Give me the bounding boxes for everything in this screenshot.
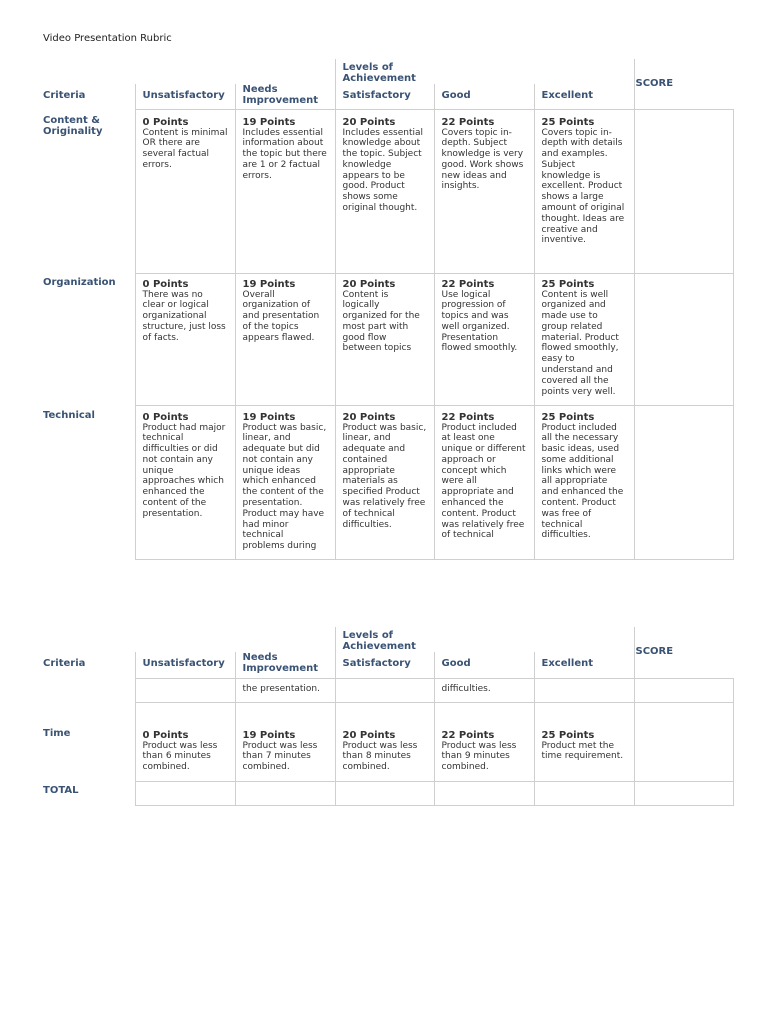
- header-excellent: Excellent: [541, 90, 594, 101]
- criteria-label: Technical: [43, 410, 95, 421]
- description-text: Content is well organized and made use to group related material. Product flowed smoothly, easy to understand and covered all the points very well.: [541, 289, 619, 397]
- header-criteria: Criteria: [43, 90, 86, 101]
- total-cell[interactable]: [434, 781, 534, 805]
- score-cell[interactable]: [634, 273, 733, 405]
- table-row: [36, 405, 733, 559]
- header-score: SCORE: [635, 646, 674, 657]
- description-text: Use logical progression of topics and was well organized. Presentation flowed smoothly.: [441, 289, 518, 354]
- description-text: Product was less than 6 minutes combined.: [142, 740, 218, 773]
- points-label: 0 Points: [142, 116, 189, 128]
- table-row: [36, 678, 733, 702]
- rubric-table-page-1: [36, 59, 734, 560]
- points-label: 25 Points: [541, 729, 595, 741]
- description-text: the presentation.: [242, 683, 320, 694]
- table-row: [36, 273, 733, 405]
- table-row: [36, 781, 733, 805]
- description-text: Product was less than 9 minutes combined.: [441, 740, 517, 773]
- points-label: 19 Points: [242, 278, 296, 290]
- criteria-label: Content & Originality: [43, 115, 103, 137]
- header-unsatisfactory: Unsatisfactory: [142, 90, 225, 101]
- description-text: Overall organization of and presentation of the topics appears flawed.: [242, 289, 320, 343]
- points-label: 19 Points: [242, 116, 296, 128]
- points-label: 22 Points: [441, 278, 495, 290]
- score-cell[interactable]: [634, 405, 733, 559]
- criteria-label: Time: [43, 728, 71, 739]
- total-cell[interactable]: [135, 781, 235, 805]
- total-cell[interactable]: [534, 781, 634, 805]
- description-text: Product was basic, linear, and adequate and contained appropriate materials as specified Product was relatively free of technical difficulties.: [342, 422, 427, 530]
- points-label: 22 Points: [441, 116, 495, 128]
- points-label: 20 Points: [342, 278, 396, 290]
- points-label: 20 Points: [342, 116, 396, 128]
- header-satisfactory: Satisfactory: [342, 658, 411, 669]
- criteria-label: Organization: [43, 277, 116, 288]
- description-text: Product was less than 7 minutes combined.: [242, 740, 318, 773]
- criteria-label: [36, 678, 135, 683]
- description-text: difficulties.: [441, 683, 491, 694]
- points-label: 0 Points: [142, 278, 189, 290]
- points-label: 22 Points: [441, 411, 495, 423]
- rubric-table-page-2: [36, 627, 734, 806]
- points-label: 25 Points: [541, 411, 595, 423]
- header-unsatisfactory: Unsatisfactory: [142, 658, 225, 669]
- header-good: Good: [441, 658, 471, 669]
- description-text: Product had major technical difficulties or did not contain any unique approaches which enhanced the content of the presentation.: [142, 422, 226, 519]
- points-label: 20 Points: [342, 729, 396, 741]
- score-cell[interactable]: [634, 702, 733, 781]
- points-label: 22 Points: [441, 729, 495, 741]
- header-needs-improvement: Needs Improvement: [242, 84, 319, 106]
- total-score-cell[interactable]: [634, 781, 733, 805]
- description-text: Includes essential knowledge about the topic. Subject knowledge appears to be good. Product shows some original thought.: [342, 127, 424, 214]
- description-text: Includes essential information about the topic but there are 1 or 2 factual errors.: [242, 127, 327, 181]
- description-text: Product included all the necessary basic ideas, used some additional links which were all appropriate and enhanced the content. Product was free of technical difficulties.: [541, 422, 624, 541]
- table-row: [36, 702, 733, 781]
- total-cell[interactable]: [335, 781, 434, 805]
- levels-of-achievement-label: Levels of Achievement: [342, 62, 416, 84]
- points-label: 25 Points: [541, 116, 595, 128]
- points-label: 0 Points: [142, 411, 189, 423]
- description-text: Product was basic, linear, and adequate but did not contain any unique ideas which enhanced the content of the presentation. Product may have had minor technical problems during: [242, 422, 327, 552]
- points-label: 20 Points: [342, 411, 396, 423]
- description-text: Covers topic in-depth with details and examples. Subject knowledge is excellent. Product shows a large amount of original thought. Ideas are creative and inventive.: [541, 127, 625, 246]
- table-row: [36, 109, 733, 273]
- description-text: Product was less than 8 minutes combined.: [342, 740, 418, 773]
- points-label: 19 Points: [242, 729, 296, 741]
- description-text: Content is logically organized for the most part with good flow between topics: [342, 289, 420, 354]
- document-title: Video Presentation Rubric: [43, 33, 172, 44]
- description-text: There was no clear or logical organizational structure, just loss of facts.: [142, 289, 226, 343]
- header-good: Good: [441, 90, 471, 101]
- header-needs-improvement: Needs Improvement: [242, 652, 319, 674]
- header-excellent: Excellent: [541, 658, 594, 669]
- points-label: 19 Points: [242, 411, 296, 423]
- score-cell[interactable]: [634, 109, 733, 273]
- score-cell[interactable]: [634, 678, 733, 702]
- points-label: 0 Points: [142, 729, 189, 741]
- points-label: 25 Points: [541, 278, 595, 290]
- description-text: Content is minimal OR there are several factual errors.: [142, 127, 228, 170]
- header-score: SCORE: [635, 78, 674, 89]
- description-text: Covers topic in-depth. Subject knowledge is very good. Work shows new ideas and insights.: [441, 127, 524, 192]
- header-criteria: Criteria: [43, 658, 86, 669]
- description-text: Product included at least one unique or different approach or concept which were all appropriate and enhanced the content. Product was relatively free of technical: [441, 422, 526, 541]
- header-satisfactory: Satisfactory: [342, 90, 411, 101]
- description-text: Product met the time requirement.: [541, 740, 624, 762]
- levels-of-achievement-label: Levels of Achievement: [342, 630, 416, 652]
- total-cell[interactable]: [235, 781, 335, 805]
- total-label: TOTAL: [43, 785, 79, 796]
